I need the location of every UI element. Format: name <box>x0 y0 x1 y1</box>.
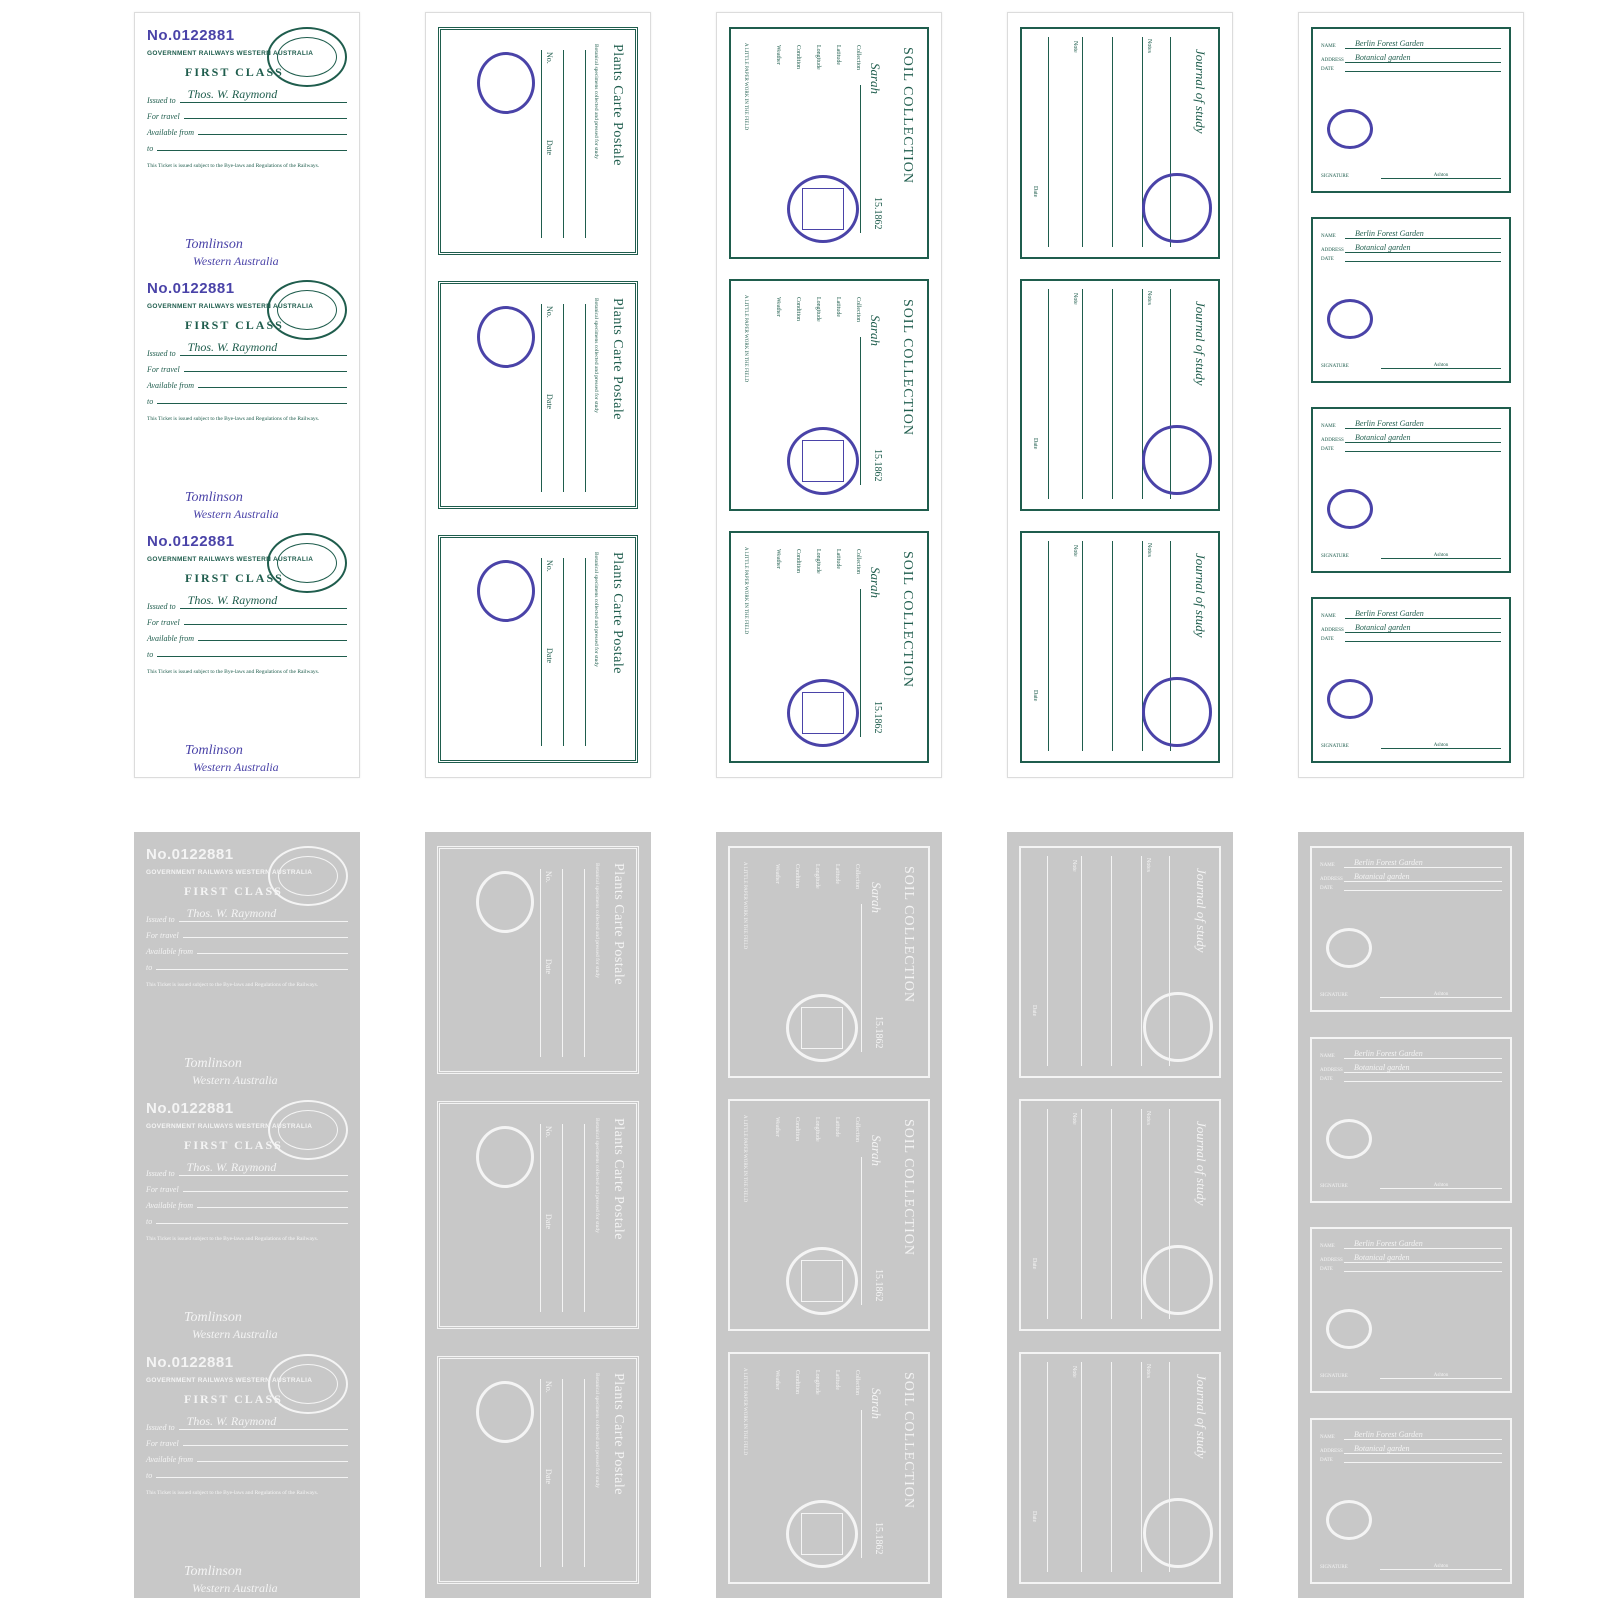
ticket-class: FIRST CLASS <box>184 884 283 898</box>
ticket-fine-print: This Ticket is issued subject to the Bye-laws and Regulations of the Railways. <box>146 1236 319 1242</box>
postmark-stamp-icon <box>1327 109 1373 149</box>
ticket-number: No.0122881 <box>147 280 235 297</box>
label-sticker-sheet <box>1298 12 1524 778</box>
ticket-class: FIRST CLASS <box>185 318 284 332</box>
lined-card <box>1020 27 1220 259</box>
label-card: NAME Berlin Forest Garden ADDRESS Botanical garden DATE SIGNATURE Ashton <box>1311 27 1511 193</box>
ticket-company: GOVERNMENT RAILWAYS WESTERN AUSTRALIA <box>147 556 314 563</box>
soil-signature: Sarah <box>868 567 883 599</box>
soil-date: 15.1862 <box>872 448 883 481</box>
color-sticker-row <box>0 12 1600 778</box>
soil-footer: A LITTLE PAPER WORK IN THE FIELD <box>742 1115 747 1203</box>
to-line: to <box>146 1471 348 1480</box>
plants-card <box>437 1101 639 1329</box>
white-label-sticker-sheet <box>1298 832 1524 1598</box>
ticket-class: FIRST CLASS <box>185 65 284 79</box>
postmark-stamp-icon <box>787 175 859 243</box>
issued-line: Issued to Thos. W. Raymond <box>147 87 347 105</box>
soil-signature: Sarah <box>869 882 884 914</box>
ticket-fine-print: This Ticket is issued subject to the Bye-laws and Regulations of the Railways. <box>146 1490 319 1496</box>
plants-card <box>437 1356 639 1584</box>
ticket-number: No.0122881 <box>147 533 235 550</box>
ticket-class: FIRST CLASS <box>184 1392 283 1406</box>
lined-sticker-sheet <box>1007 12 1233 778</box>
plants-title: Plants Carte Postale <box>611 1118 626 1240</box>
postmark-stamp-icon <box>477 560 535 622</box>
to-line: to <box>147 650 347 659</box>
ticket-number: No.0122881 <box>147 27 235 44</box>
postmark-stamp-icon <box>787 427 859 495</box>
ticket-sticker <box>146 846 348 1087</box>
plants-field-date: Date <box>544 1469 553 1485</box>
lined-label-notes: Notes <box>1146 543 1152 557</box>
soil-signature: Sarah <box>868 315 883 347</box>
label-card: NAME Berlin Forest Garden ADDRESS Botanical garden DATE SIGNATURE Ashton <box>1310 1418 1512 1584</box>
lined-signature: Journal of study <box>1194 868 1209 953</box>
lined-label-date: Date <box>1031 1257 1037 1269</box>
plants-card <box>438 27 638 255</box>
soil-footer: A LITTLE PAPER WORK IN THE FIELD <box>743 547 748 635</box>
ticket-signature-region: Western Australia <box>193 760 279 774</box>
plants-field-date: Date <box>544 1214 553 1230</box>
travel-line: For travel <box>147 618 347 627</box>
lined-label-date: Date <box>1032 437 1038 449</box>
soil-card: SOIL COLLECTION Sarah 15.1862 Collection Latitude Longitude Condition Weather A LITTLE PAPER WORK IN THE FIELD <box>728 1099 930 1331</box>
plants-field-date: Date <box>545 648 554 664</box>
lined-label-notes: Notes <box>1145 858 1151 872</box>
postmark-stamp-icon <box>1326 1309 1372 1349</box>
soil-card: SOIL COLLECTION Sarah 15.1862 Collection Latitude Longitude Condition Weather A LITTLE PAPER WORK IN THE FIELD <box>729 279 929 511</box>
soil-card: SOIL COLLECTION Sarah 15.1862 Collection Latitude Longitude Condition Weather A LITTLE PAPER WORK IN THE FIELD <box>728 1352 930 1584</box>
postmark-stamp-icon <box>476 1381 534 1443</box>
issued-line: Issued to Thos. W. Raymond <box>146 1160 348 1178</box>
postmark-stamp-icon <box>1142 425 1212 495</box>
postmark-stamp-icon <box>267 533 347 593</box>
plants-title: Plants Carte Postale <box>611 1373 626 1495</box>
available-line: Available from <box>147 381 347 390</box>
postmark-stamp-icon <box>268 846 348 906</box>
soil-date: 15.1862 <box>872 196 883 229</box>
ticket-number: No.0122881 <box>146 1100 234 1117</box>
ticket-company: GOVERNMENT RAILWAYS WESTERN AUSTRALIA <box>146 1123 313 1130</box>
plants-subtitle: Botanical specimens collected and pressed for study <box>593 298 599 413</box>
plants-subtitle: Botanical specimens collected and pressed for study <box>593 552 599 667</box>
postmark-stamp-icon <box>1143 1498 1213 1568</box>
soil-date: 15.1862 <box>873 1268 884 1301</box>
plants-subtitle: Botanical specimens collected and pressed for study <box>594 863 600 978</box>
soil-title: SOIL COLLECTION <box>900 299 915 436</box>
lined-label-note: Note <box>1072 41 1078 53</box>
soil-signature: Sarah <box>869 1388 884 1420</box>
lined-label-date: Date <box>1032 185 1038 197</box>
soil-card: SOIL COLLECTION Sarah 15.1862 Collection Latitude Longitude Condition Weather A LITTLE PAPER WORK IN THE FIELD <box>729 531 929 763</box>
white-plants-sticker-sheet <box>425 832 651 1598</box>
white-ticket-sticker-sheet <box>134 832 360 1598</box>
ticket-fine-print: This Ticket is issued subject to the Bye-laws and Regulations of the Railways. <box>147 669 320 675</box>
lined-label-note: Note <box>1071 860 1077 872</box>
lined-label-notes: Notes <box>1145 1364 1151 1378</box>
lined-card <box>1020 279 1220 511</box>
lined-signature: Journal of study <box>1193 553 1208 638</box>
lined-card <box>1019 1099 1221 1331</box>
postmark-stamp-icon <box>1326 1119 1372 1159</box>
soil-sticker-sheet <box>716 12 942 778</box>
available-line: Available from <box>146 1201 348 1210</box>
soil-signature: Sarah <box>868 63 883 95</box>
plants-field-no: No. <box>544 871 553 883</box>
ticket-signature: Tomlinson <box>185 490 243 505</box>
postmark-stamp-icon <box>476 1126 534 1188</box>
postmark-stamp-icon <box>1143 1245 1213 1315</box>
soil-title: SOIL COLLECTION <box>900 47 915 184</box>
lined-label-notes: Notes <box>1145 1111 1151 1125</box>
issued-line: Issued to Thos. W. Raymond <box>147 593 347 611</box>
ticket-sticker <box>146 1100 348 1341</box>
postmark-stamp-icon <box>786 1247 858 1315</box>
label-card: NAME Berlin Forest Garden ADDRESS Botanical garden DATE SIGNATURE Ashton <box>1310 1227 1512 1393</box>
soil-title: SOIL COLLECTION <box>901 866 916 1003</box>
postmark-stamp-icon <box>1142 173 1212 243</box>
ticket-fine-print: This Ticket is issued subject to the Bye-laws and Regulations of the Railways. <box>147 416 320 422</box>
issued-line: Issued to Thos. W. Raymond <box>146 1414 348 1432</box>
lined-signature: Journal of study <box>1194 1121 1209 1206</box>
soil-card: SOIL COLLECTION Sarah 15.1862 Collection Latitude Longitude Condition Weather A LITTLE PAPER WORK IN THE FIELD <box>729 27 929 259</box>
soil-footer: A LITTLE PAPER WORK IN THE FIELD <box>743 43 748 131</box>
ticket-company: GOVERNMENT RAILWAYS WESTERN AUSTRALIA <box>146 869 313 876</box>
soil-card: SOIL COLLECTION Sarah 15.1862 Collection Latitude Longitude Condition Weather A LITTLE PAPER WORK IN THE FIELD <box>728 846 930 1078</box>
ticket-company: GOVERNMENT RAILWAYS WESTERN AUSTRALIA <box>146 1377 313 1384</box>
label-card: NAME Berlin Forest Garden ADDRESS Botanical garden DATE SIGNATURE Ashton <box>1311 217 1511 383</box>
lined-label-notes: Notes <box>1146 291 1152 305</box>
lined-card <box>1020 531 1220 763</box>
white-ink-sticker-row <box>0 832 1600 1598</box>
ticket-class: FIRST CLASS <box>184 1138 283 1152</box>
travel-line: For travel <box>146 1185 348 1194</box>
white-lined-sticker-sheet <box>1007 832 1233 1598</box>
ticket-signature: Tomlinson <box>185 237 243 252</box>
postmark-stamp-icon <box>268 1100 348 1160</box>
soil-footer: A LITTLE PAPER WORK IN THE FIELD <box>742 862 747 950</box>
postmark-stamp-icon <box>1143 992 1213 1062</box>
ticket-sticker-sheet <box>134 12 360 778</box>
ticket-signature: Tomlinson <box>184 1310 242 1325</box>
plants-subtitle: Botanical specimens collected and pressed for study <box>593 44 599 159</box>
soil-signature: Sarah <box>869 1135 884 1167</box>
ticket-sticker <box>147 533 347 774</box>
soil-date: 15.1862 <box>872 700 883 733</box>
plants-field-date: Date <box>545 140 554 156</box>
lined-label-date: Date <box>1031 1510 1037 1522</box>
travel-line: For travel <box>147 365 347 374</box>
postmark-stamp-icon <box>268 1354 348 1414</box>
ticket-sticker <box>147 280 347 521</box>
ticket-signature: Tomlinson <box>184 1056 242 1071</box>
plants-field-no: No. <box>545 52 554 64</box>
soil-footer: A LITTLE PAPER WORK IN THE FIELD <box>742 1368 747 1456</box>
ticket-fine-print: This Ticket is issued subject to the Bye-laws and Regulations of the Railways. <box>146 982 319 988</box>
ticket-fine-print: This Ticket is issued subject to the Bye-laws and Regulations of the Railways. <box>147 163 320 169</box>
lined-label-date: Date <box>1031 1004 1037 1016</box>
lined-signature: Journal of study <box>1193 49 1208 134</box>
available-line: Available from <box>146 1455 348 1464</box>
plants-field-no: No. <box>544 1126 553 1138</box>
lined-label-note: Note <box>1071 1113 1077 1125</box>
plants-sticker-sheet <box>425 12 651 778</box>
soil-date: 15.1862 <box>873 1015 884 1048</box>
lined-card <box>1019 846 1221 1078</box>
postmark-stamp-icon <box>477 306 535 368</box>
label-card: NAME Berlin Forest Garden ADDRESS Botanical garden DATE SIGNATURE Ashton <box>1310 1037 1512 1203</box>
ticket-sticker <box>147 27 347 268</box>
ticket-signature-region: Western Australia <box>192 1327 278 1341</box>
to-line: to <box>147 397 347 406</box>
label-card: NAME Berlin Forest Garden ADDRESS Botanical garden DATE SIGNATURE Ashton <box>1311 407 1511 573</box>
postmark-stamp-icon <box>1326 928 1372 968</box>
postmark-stamp-icon <box>786 994 858 1062</box>
lined-label-note: Note <box>1072 545 1078 557</box>
lined-card <box>1019 1352 1221 1584</box>
soil-date: 15.1862 <box>873 1521 884 1554</box>
ticket-number: No.0122881 <box>146 1354 234 1371</box>
lined-label-note: Note <box>1072 293 1078 305</box>
travel-line: For travel <box>147 112 347 121</box>
postmark-stamp-icon <box>477 52 535 114</box>
lined-signature: Journal of study <box>1194 1374 1209 1459</box>
label-card: NAME Berlin Forest Garden ADDRESS Botanical garden DATE SIGNATURE Ashton <box>1310 846 1512 1012</box>
postmark-stamp-icon <box>476 871 534 933</box>
plants-title: Plants Carte Postale <box>610 44 625 166</box>
plants-title: Plants Carte Postale <box>611 863 626 985</box>
issued-line: Issued to Thos. W. Raymond <box>147 340 347 358</box>
issued-line: Issued to Thos. W. Raymond <box>146 906 348 924</box>
plants-field-no: No. <box>544 1381 553 1393</box>
postmark-stamp-icon <box>267 280 347 340</box>
available-line: Available from <box>147 634 347 643</box>
soil-title: SOIL COLLECTION <box>901 1372 916 1509</box>
ticket-company: GOVERNMENT RAILWAYS WESTERN AUSTRALIA <box>147 50 314 57</box>
plants-card <box>438 281 638 509</box>
white-soil-sticker-sheet <box>716 832 942 1598</box>
postmark-stamp-icon <box>787 679 859 747</box>
ticket-class: FIRST CLASS <box>185 571 284 585</box>
ticket-number: No.0122881 <box>146 846 234 863</box>
lined-label-note: Note <box>1071 1366 1077 1378</box>
ticket-signature-region: Western Australia <box>192 1581 278 1595</box>
plants-field-no: No. <box>545 306 554 318</box>
soil-title: SOIL COLLECTION <box>900 551 915 688</box>
travel-line: For travel <box>146 1439 348 1448</box>
postmark-stamp-icon <box>1326 1500 1372 1540</box>
plants-title: Plants Carte Postale <box>610 298 625 420</box>
soil-title: SOIL COLLECTION <box>901 1119 916 1256</box>
to-line: to <box>147 144 347 153</box>
available-line: Available from <box>146 947 348 956</box>
plants-field-no: No. <box>545 560 554 572</box>
plants-field-date: Date <box>545 394 554 410</box>
ticket-signature-region: Western Australia <box>193 507 279 521</box>
lined-label-notes: Notes <box>1146 39 1152 53</box>
travel-line: For travel <box>146 931 348 940</box>
postmark-stamp-icon <box>1327 489 1373 529</box>
lined-label-date: Date <box>1032 689 1038 701</box>
ticket-company: GOVERNMENT RAILWAYS WESTERN AUSTRALIA <box>147 303 314 310</box>
ticket-signature-region: Western Australia <box>193 254 279 268</box>
ticket-signature: Tomlinson <box>184 1564 242 1579</box>
postmark-stamp-icon <box>1142 677 1212 747</box>
plants-field-date: Date <box>544 959 553 975</box>
postmark-stamp-icon <box>267 27 347 87</box>
plants-card <box>437 846 639 1074</box>
postmark-stamp-icon <box>1327 679 1373 719</box>
plants-subtitle: Botanical specimens collected and pressed for study <box>594 1118 600 1233</box>
plants-subtitle: Botanical specimens collected and pressed for study <box>594 1373 600 1488</box>
postmark-stamp-icon <box>1327 299 1373 339</box>
soil-footer: A LITTLE PAPER WORK IN THE FIELD <box>743 295 748 383</box>
ticket-signature: Tomlinson <box>185 743 243 758</box>
ticket-signature-region: Western Australia <box>192 1073 278 1087</box>
to-line: to <box>146 1217 348 1226</box>
plants-title: Plants Carte Postale <box>610 552 625 674</box>
ticket-sticker <box>146 1354 348 1595</box>
label-card: NAME Berlin Forest Garden ADDRESS Botanical garden DATE SIGNATURE Ashton <box>1311 597 1511 763</box>
available-line: Available from <box>147 128 347 137</box>
lined-signature: Journal of study <box>1193 301 1208 386</box>
postmark-stamp-icon <box>786 1500 858 1568</box>
to-line: to <box>146 963 348 972</box>
plants-card <box>438 535 638 763</box>
